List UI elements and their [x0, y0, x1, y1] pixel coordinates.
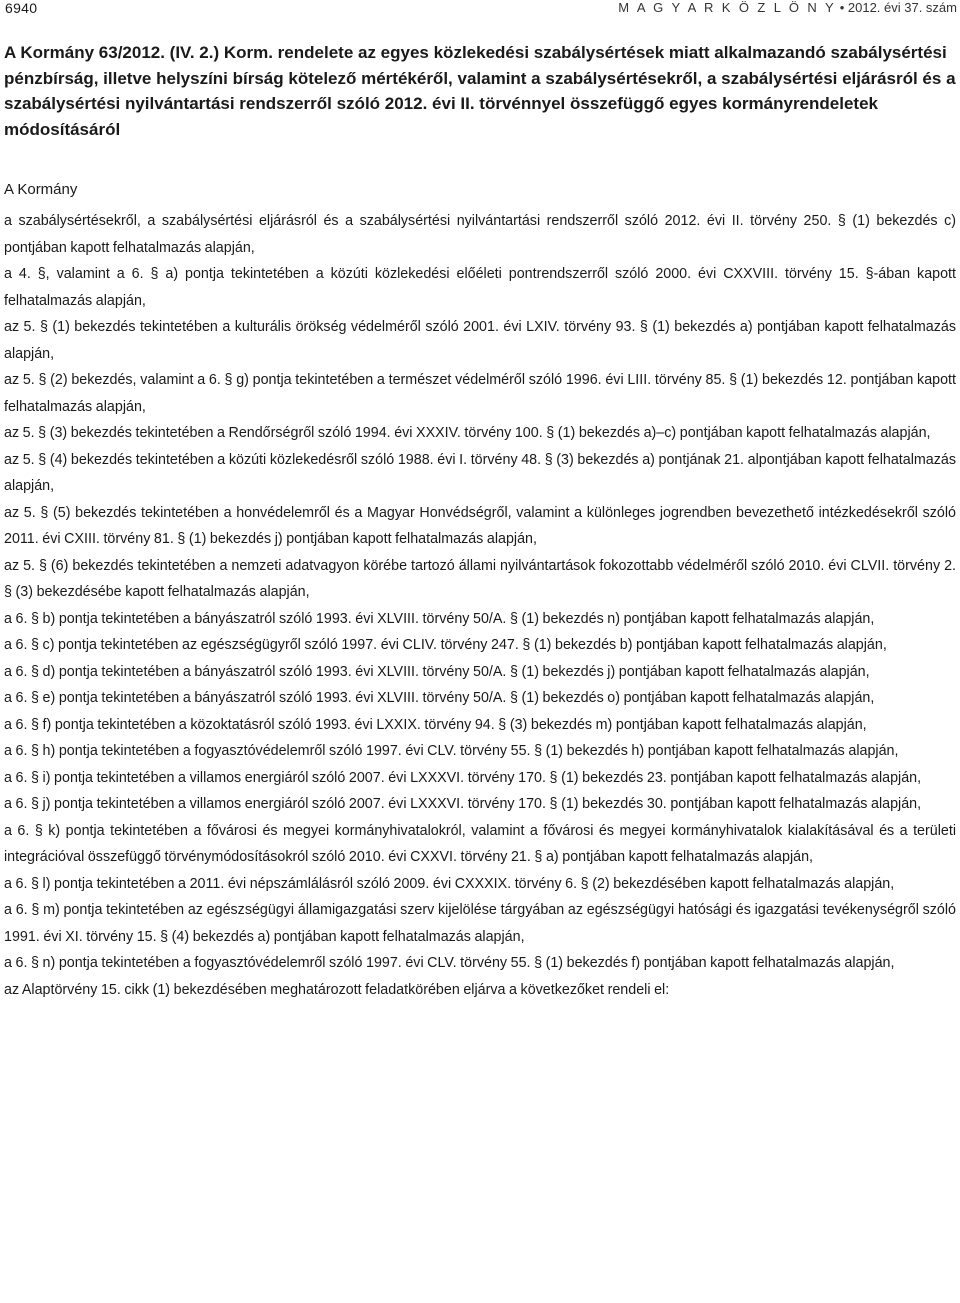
separator-dot: •	[839, 0, 845, 15]
journal-name: M A G Y A R K Ö Z L Ö N Y	[618, 0, 837, 15]
preamble-paragraph: a 6. § d) pontja tekintetében a bányászatról szóló 1993. évi XLVIII. törvény 50/A. § (1) bekezdés j) pontjában kapott felhatalmazás alapján,	[4, 663, 870, 680]
document-body	[4, 40, 956, 1003]
preamble-paragraph: a 6. § m) pontja tekintetében az egészségügyi államigazgatási szerv kijelölése tárgyában az egészségügyi hatósági és igazgatási tevékenységről szóló 1991. évi XI. törvény 15. § (4) bekezdés a) pontjában kapott felhatalmazás alapján,	[4, 902, 956, 945]
page-number: 6940	[5, 0, 38, 16]
preamble-paragraph: az 5. § (3) bekezdés tekintetében a Rendőrségről szóló 1994. évi XXXIV. törvény 100. § (1) bekezdés a)–c) pontjában kapott felhatalmazás alapján,	[4, 425, 931, 441]
preamble-paragraph: az 5. § (4) bekezdés tekintetében a közúti közlekedésről szóló 1988. évi I. törvény 48. § (3) bekezdés a) pontjának 21. alpontjában kapott felhatalmazás alapján,	[4, 451, 956, 494]
preamble-paragraph: a 6. § n) pontja tekintetében a fogyasztóvédelemről szóló 1997. évi CLV. törvény 55. § (1) bekezdés f) pontjában kapott felhatalmazás alapján,	[4, 955, 895, 971]
preamble-paragraph: az 5. § (2) bekezdés, valamint a 6. § g) pontja tekintetében a természet védelméről szóló 1996. évi LIII. törvény 85. § (1) bekezdés 12. pontjában kapott felhatalmazás alapján,	[4, 372, 956, 415]
preamble-paragraph: a 6. § j) pontja tekintetében a villamos energiáról szóló 2007. évi LXXXVI. törvény 170. § (1) bekezdés 30. pontjában kapott felhatalmazás alapján,	[4, 796, 922, 812]
preamble-paragraph: a 6. § f) pontja tekintetében a közoktatásról szóló 1993. évi LXXIX. törvény 94. § (3) bekezdés m) pontjában kapott felhatalmazás alapján,	[4, 716, 867, 733]
running-title	[618, 0, 957, 15]
page-header	[0, 0, 960, 20]
preamble-paragraph: az 5. § (1) bekezdés tekintetében a kulturális örökség védelméről szóló 2001. évi LXIV. törvény 93. § (1) bekezdés a) pontjában kapott felhatalmazás alapján,	[4, 319, 956, 362]
preamble-paragraph: a 6. § i) pontja tekintetében a villamos energiáról szóló 2007. évi LXXXVI. törvény 170. § (1) bekezdés 23. pontjában kapott felhatalmazás alapján,	[4, 769, 922, 786]
decree-subject: A Kormány	[4, 181, 78, 198]
preamble-paragraph: a 6. § b) pontja tekintetében a bányászatról szóló 1993. évi XLVIII. törvény 50/A. § (1) bekezdés n) pontjában kapott felhatalmazás alapján,	[4, 610, 875, 627]
preamble-paragraph: a 6. § c) pontja tekintetében az egészségügyről szóló 1997. évi CLIV. törvény 247. § (1) bekezdés b) pontjában kapott felhatalmazás alapján,	[4, 637, 887, 653]
preamble	[4, 208, 956, 1003]
issue-number: 2012. évi 37. szám	[847, 0, 957, 15]
decree-title: A Kormány 63/2012. (IV. 2.) Korm. rendelete az egyes közlekedési szabálysértések miatt alkalmazandó szabálysértési pénzbírság, illetve helyszíni bírság kötelező mértékéről, valamint a szabálysértésekről, a szabálysértési eljárásról és a szabálysértési nyilvántartási rendszerről szóló 2012. évi II. törvénnyel összefüggő egyes kormányrendeletek módosításáról	[4, 43, 956, 139]
preamble-paragraph: az 5. § (5) bekezdés tekintetében a honvédelemről és a Magyar Honvédségről, valamint a különleges jogrendben bevezethető intézkedésekről szóló 2011. évi CXIII. törvény 81. § (1) bekezdés j) pontjában kapott felhatalmazás alapján,	[4, 504, 956, 547]
preamble-paragraph: a szabálysértésekről, a szabálysértési eljárásról és a szabálysértési nyilvántartási rendszerről szóló 2012. évi II. törvény 250. § (1) bekezdés c) pontjában kapott felhatalmazás alapján,	[4, 213, 956, 256]
preamble-paragraph: a 6. § h) pontja tekintetében a fogyasztóvédelemről szóló 1997. évi CLV. törvény 55. § (1) bekezdés h) pontjában kapott felhatalmazás alapján,	[4, 743, 899, 759]
preamble-paragraph: a 6. § l) pontja tekintetében a 2011. évi népszámlálásról szóló 2009. évi CXXXIX. törvény 6. § (2) bekezdésében kapott felhatalmazás alapján,	[4, 875, 895, 892]
preamble-paragraph: az Alaptörvény 15. cikk (1) bekezdésében meghatározott feladatkörében eljárva a következőket rendeli el:	[4, 981, 670, 998]
preamble-paragraph: a 6. § k) pontja tekintetében a fővárosi és megyei kormányhivatalokról, valamint a fővárosi és megyei kormányhivatalok kialakításával és a területi integrációval összefüggő törvénymódosításokról szóló 2010. évi CXXVI. törvény 21. § a) pontjában kapott felhatalmazás alapján,	[4, 822, 956, 865]
preamble-paragraph: az 5. § (6) bekezdés tekintetében a nemzeti adatvagyon körébe tartozó állami nyilvántartások fokozottabb védelméről szóló 2010. évi CLVII. törvény 2. § (3) bekezdésébe kapott felhatalmazás alapján,	[4, 557, 956, 600]
preamble-paragraph: a 6. § e) pontja tekintetében a bányászatról szóló 1993. évi XLVIII. törvény 50/A. § (1) bekezdés o) pontjában kapott felhatalmazás alapján,	[4, 690, 875, 706]
preamble-paragraph: a 4. §, valamint a 6. § a) pontja tekintetében a közúti közlekedési előéleti pontrendszerről szóló 2000. évi CXXVIII. törvény 15. §-ában kapott felhatalmazás alapján,	[4, 266, 956, 309]
